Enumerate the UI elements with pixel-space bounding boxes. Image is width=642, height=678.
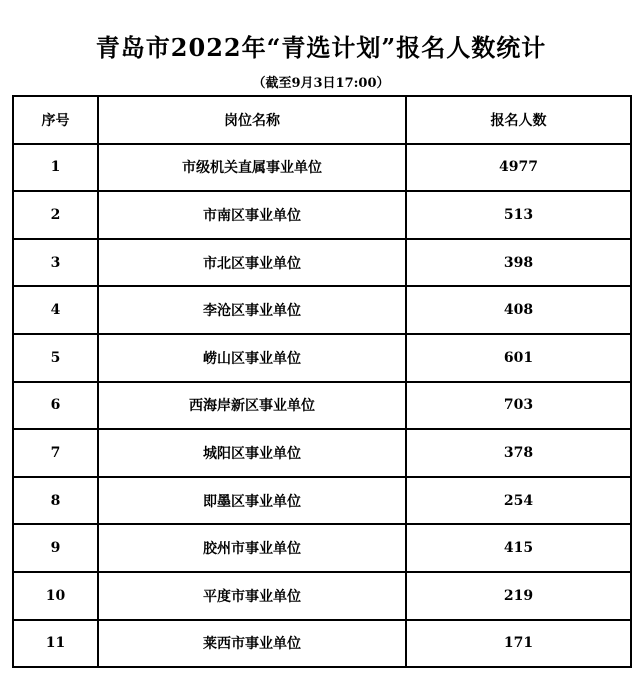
table-row (13, 429, 631, 477)
table-row (13, 572, 631, 620)
row-position-name: 平度市事业单位 (98, 572, 406, 620)
row-index: 3 (13, 239, 98, 287)
row-position-name: 即墨区事业单位 (98, 477, 406, 525)
row-position-name: 西海岸新区事业单位 (98, 382, 406, 430)
row-applicant-count: 408 (406, 286, 631, 334)
row-applicant-count: 398 (406, 239, 631, 287)
table-row (13, 382, 631, 430)
row-index: 6 (13, 382, 98, 430)
row-applicant-count: 378 (406, 429, 631, 477)
row-position-name: 莱西市事业单位 (98, 620, 406, 668)
header-applicant-count: 报名人数 (406, 96, 631, 144)
table-row (13, 477, 631, 525)
page-title: 青岛市2022年“青选计划”报名人数统计 (95, 33, 547, 62)
row-index: 7 (13, 429, 98, 477)
row-applicant-count: 415 (406, 524, 631, 572)
row-index: 9 (13, 524, 98, 572)
page-subtitle: （截至9月3日17:00） (252, 76, 390, 91)
table-row (13, 334, 631, 382)
table-header-row (13, 96, 631, 144)
table-row (13, 524, 631, 572)
row-index: 5 (13, 334, 98, 382)
row-position-name: 市级机关直属事业单位 (98, 144, 406, 192)
row-applicant-count: 513 (406, 191, 631, 239)
registration-table (12, 95, 632, 668)
row-position-name: 市北区事业单位 (98, 239, 406, 287)
row-applicant-count: 601 (406, 334, 631, 382)
row-applicant-count: 171 (406, 620, 631, 668)
row-applicant-count: 703 (406, 382, 631, 430)
row-index: 1 (13, 144, 98, 192)
row-position-name: 胶州市事业单位 (98, 524, 406, 572)
row-index: 8 (13, 477, 98, 525)
row-applicant-count: 219 (406, 572, 631, 620)
table-row (13, 286, 631, 334)
row-index: 11 (13, 620, 98, 668)
table-row (13, 191, 631, 239)
table-row (13, 620, 631, 668)
row-index: 2 (13, 191, 98, 239)
row-index: 10 (13, 572, 98, 620)
table-row (13, 144, 631, 192)
header-position-name: 岗位名称 (98, 96, 406, 144)
row-index: 4 (13, 286, 98, 334)
row-position-name: 城阳区事业单位 (98, 429, 406, 477)
row-applicant-count: 4977 (406, 144, 631, 192)
table-row (13, 239, 631, 287)
header-index: 序号 (13, 96, 98, 144)
row-applicant-count: 254 (406, 477, 631, 525)
row-position-name: 崂山区事业单位 (98, 334, 406, 382)
row-position-name: 李沧区事业单位 (98, 286, 406, 334)
row-position-name: 市南区事业单位 (98, 191, 406, 239)
